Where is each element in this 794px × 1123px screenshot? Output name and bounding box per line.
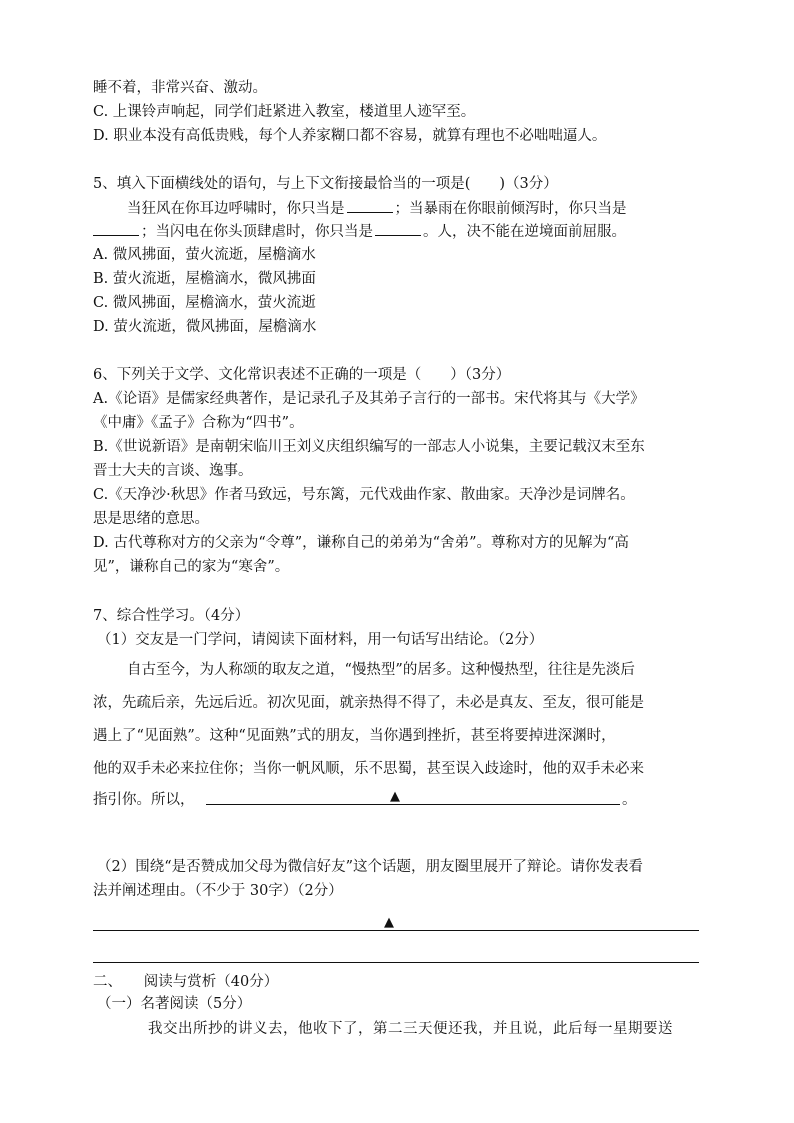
q7-material-line3: 遇上了“见面熟”。这种“见面熟”式的朋友，当你遇到挫折，甚至将要掉进深渊时，	[93, 728, 616, 744]
q7-part2-prompt-line1: （2）围绕“是否赞成加父母为微信好友”这个话题，朋友圈里展开了辩论。请你发表看	[97, 859, 644, 875]
q7-part2-answer-line1	[93, 930, 699, 931]
answer-marker-triangle-icon: ▲	[390, 789, 400, 804]
section2-title: 二、 阅读与赏析（40分）	[93, 974, 279, 990]
q5-stem: 5、填入下面横线处的语句，与上下文衔接最恰当的一项是( )（3分）	[93, 176, 558, 192]
q4-continuation-line: 睡不着，非常兴奋、激动。	[93, 80, 267, 96]
q4-option-c: C. 上课铃声响起，同学们赶紧进入教室，楼道里人迹罕至。	[93, 104, 476, 120]
q5-passage-line1	[127, 198, 627, 219]
q5-passage-line2	[93, 221, 626, 242]
q5-text-1a: 当狂风在你耳边呼啸时，你只当是	[127, 201, 345, 217]
q6-option-d-line1: D. 古代尊称对方的父亲为“令尊”，谦称自己的弟弟为“舍弟”。尊称对方的见解为“高	[93, 535, 629, 551]
q6-option-b-line1: B.《世说新语》是南朝宋临川王刘义庆组织编写的一部志人小说集，主要记载汉末至东	[93, 439, 645, 455]
q5-option-a: A. 微风拂面，萤火流逝，屋檐滴水	[93, 247, 316, 263]
q5-option-b: B. 萤火流逝，屋檐滴水，微风拂面	[93, 271, 316, 287]
q7-material-line4: 他的双手未必来拉住你；当你一帆风顺，乐不思蜀，甚至误入歧途时，他的双手未必来	[93, 761, 644, 777]
q5-text-1b: ；当暴雨在你眼前倾泻时，你只当是	[394, 201, 627, 217]
q7-part1-answer-line	[206, 804, 620, 805]
q6-stem: 6、下列关于文学、文化常识表述不正确的一项是（ ）（3分）	[93, 367, 511, 383]
q7-stem: 7、综合性学习。（4分）	[93, 608, 250, 624]
section2-subsection-title: （一）名著阅读（5分）	[97, 996, 252, 1012]
q6-option-b-line2: 晋士大夫的言谈、逸事。	[93, 463, 253, 479]
q6-option-a-line2: 《中庸》《孟子》合称为“四书”。	[93, 415, 304, 431]
q7-material-line2: 浓，先疏后亲，先远后近。初次见面，就亲热得不得了，未必是真友、至友，很可能是	[93, 695, 644, 711]
q7-material-line5: 指引你。所以，	[93, 792, 195, 808]
q5-option-d: D. 萤火流逝，微风拂面，屋檐滴水	[93, 319, 317, 335]
excerpt-line: 我交出所抄的讲义去，他收下了，第二三天便还我，并且说，此后每一星期要送	[148, 1021, 673, 1037]
q5-text-2b: 。人，决不能在逆境面前屈服。	[423, 224, 626, 240]
q6-option-c-line2: 思是思绪的意思。	[93, 511, 209, 527]
q5-text-2a: ；当闪电在你头顶肆虐时，你只当是	[141, 224, 373, 240]
q7-material-line1: 自古至今，为人称颂的取友之道，“慢热型”的居多。这种慢热型，往往是先淡后	[127, 662, 635, 678]
q7-material-line5-end: 。	[622, 792, 637, 808]
answer-marker-triangle-icon: ▲	[384, 915, 394, 930]
q5-blank-2	[93, 221, 139, 236]
q5-option-c: C. 微风拂面，屋檐滴水，萤火流逝	[93, 295, 316, 311]
q6-option-d-line2: 见”，谦称自己的家为“寒舍”。	[93, 559, 290, 575]
q6-option-c-line1: C.《天净沙·秋思》作者马致远，号东篱，元代戏曲作家、散曲家。天净沙是词牌名。	[93, 487, 635, 503]
q5-blank-3	[375, 221, 421, 236]
q5-blank-1	[347, 198, 393, 213]
q7-part1-prompt: （1）交友是一门学问，请阅读下面材料，用一句话写出结论。（2分）	[97, 632, 544, 648]
q4-option-d: D. 职业本没有高低贵贱，每个人养家糊口都不容易，就算有理也不必咄咄逼人。	[93, 128, 607, 144]
q7-part2-answer-line2	[93, 962, 699, 963]
q6-option-a-line1: A.《论语》是儒家经典著作，是记录孔子及其弟子言行的一部书。宋代将其与《大学》	[93, 391, 645, 407]
q7-part2-prompt-line2: 法并阐述理由。（不少于 30字）（2分）	[93, 883, 343, 899]
